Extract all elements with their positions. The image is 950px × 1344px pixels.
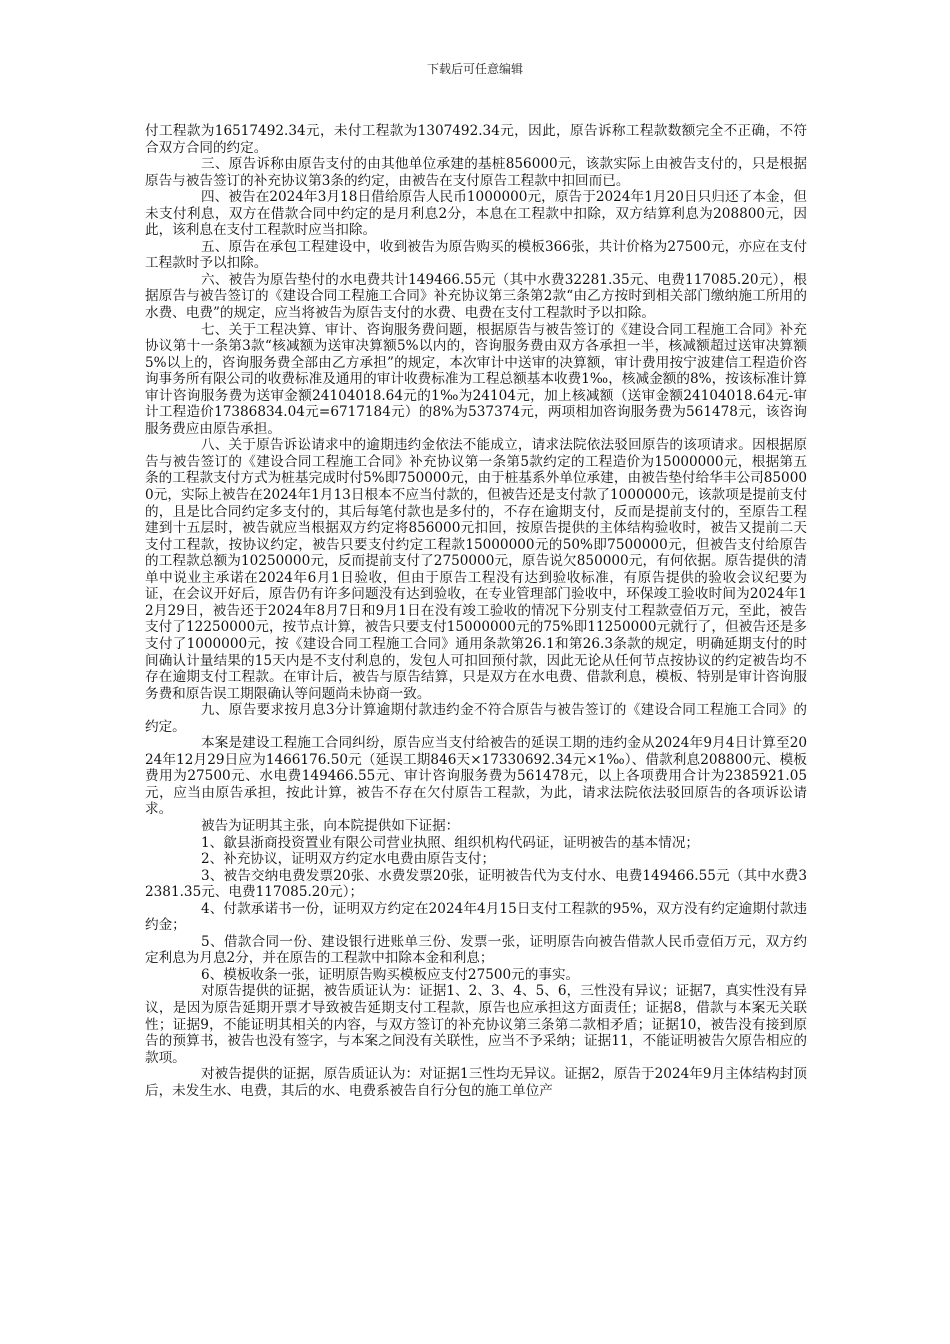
paragraph: 6、模板收条一张，证明原告购买模板应支付27500元的事实。	[201, 966, 580, 983]
document-body	[145, 123, 807, 1099]
paragraph: 四、被告在2024年3月18日借给原告人民币1000000元，原告于2024年1月20日只归还了本金，但未支付利息，双方在借款合同中约定的是月利息2分，本息在工程款中扣除，双方结算利息为208800元，因此，该利息在支付工程款时应当扣除。	[145, 189, 807, 239]
paragraph: 付工程款为16517492.34元，未付工程款为1307492.34元，因此，原告诉称工程款数额完全不正确，不符合双方合同的约定。	[145, 123, 807, 156]
paragraph: 八、关于原告诉讼请求中的逾期违约金依法不能成立，请求法院依法驳回原告的该项请求。因根据原告与被告签订的《建设合同工程施工合同》补充协议第一条第5款约定的工程造价为15000000元，根据第五条的工程款支付方式为桩基完成时付5%即750000元，由于桩基系外单位承建，由被告垫付给华丰公司850000元，实际上被告在2024年1月13日根本不应当付款的，但被告还是支付款了1000000元，该款项是提前支付的，且是比合同约定多支付的，其后每笔付款也是多付的，不存在逾期支付，反而是提前支付的，至原告工程建到十五层时，被告就应当根据双方约定将856000元扣回，按原告提供的主体结构验收时，被告又提前二天支付工程款，按协议约定，被告只要支付约定工程款15000000元的50%即7500000元，但被告支付给原告的工程款总额为10250000元，反而提前支付了2750000元，原告说欠850000元，有何依据。原告提供的清单中说业主承诺在2024年6月1日验收，但由于原告工程没有达到验收标准，有原告提供的验收会议纪要为证，在会议开好后，原告仍有许多问题没有达到验收，在专业管理部门验收中，环保竣工验收时间为2024年12月29日，被告还于2024年8月7日和9月1日在没有竣工验收的情况下分别支付工程款壹佰万元，至此，被告支付了12250000元，按节点计算，被告只要支付15000000元的75%即11250000元就行了，但被告还是多支付了1000000元，按《建设合同工程施工合同》通用条款第26.1和第26.3条款的规定，明确延期支付的时间确认计量结果的15天内是不支付利息的，发包人可扣回预付款，因此无论从任何节点按协议的约定被告均不存在逾期支付工程款。在审计后，被告与原告结算，只是双方在水电费、借款利息，模板、特别是审计咨询服务费和原告误工期限确认等问题尚未协商一致。	[145, 437, 807, 702]
paragraph: 4、付款承诺书一份，证明双方约定在2024年4月15日支付工程款的95%，双方没有约定逾期付款违约金；	[145, 900, 807, 934]
paragraph: 5、借款合同一份、建设银行进账单三份、发票一张，证明原告向被告借款人民币壹佰万元，双方约定利息为月息2分，并在原告的工程款中扣除本金和利息；	[145, 933, 807, 967]
paragraph: 对原告提供的证据，被告质证认为：证据1、2、3、4、5、6，三性没有异议；证据7，真实性没有异议，是因为原告延期开票才导致被告延期支付工程款，原告也应承担这方面责任；证据8，借款与本案无关联性；证据9，不能证明其相关的内容，与双方签订的补充协议第三条第二款相矛盾；证据10，被告没有接到原告的预算书，被告也没有签字，与本案之间没有关联性，应当不予采纳；证据11，不能证明被告欠原告相应的款项。	[145, 983, 807, 1066]
paragraph: 本案是建设工程施工合同纠纷，原告应当支付给被告的延误工期的违约金从2024年9月4日计算至2024年12月29日应为1466176.50元（延误工期846天×17330692.34元×1‰）、借款利息208800元、模板费用为27500元、水电费149466.55元、审计咨询服务费为561478元，以上各项费用合计为2385921.05元，应当由原告承担，按此计算，被告不存在欠付原告工程款，为此，请求法院依法驳回原告的各项诉讼请求。	[145, 735, 807, 818]
paragraph: 六、被告为原告垫付的水电费共计149466.55元（其中水费32281.35元、电费117085.20元），根据原告与被告签订的《建设合同工程施工合同》补充协议第三条第2款“由乙方按时到相关部门缴纳施工所用的水费、电费”的规定，应当将被告为原告支付的水费、电费在支付工程款时予以扣除。	[145, 271, 807, 322]
paragraph: 1、歙县浙商投资置业有限公司营业执照、组织机构代码证，证明被告的基本情况；	[201, 834, 700, 851]
page-header: 下载后可任意编辑	[426, 62, 523, 76]
paragraph: 三、原告诉称由原告支付的由其他单位承建的基桩856000元，该款实际上由被告支付的，只是根据原告与被告签订的补充协议第3条的约定，由被告在支付原告工程款中扣回而已。	[145, 156, 807, 189]
paragraph: 七、关于工程决算、审计、咨询服务费问题，根据原告与被告签订的《建设合同工程施工合同》补充协议第十一条第3款“核减额为送审决算额5%以内的，咨询服务费由双方各承担一半，核减额超过送审决算额5%以上的，咨询服务费全部由乙方承担”的规定，本次审计中送审的决算额，审计费用按宁波建信工程造价咨询事务所有限公司的收费标准及通用的审计收费标准为工程总额基本收费1‰，核减金额的8%，按该标准计算审计咨询服务费为送审金额24104018.64元的1‰为24104元，加上核减额（送审金额24104018.64元-审计工程造价17386834.04元=6717184元）的8%为537374元，两项相加咨询服务费为561478元，该咨询服务费应由原告承担。	[145, 321, 807, 437]
paragraph: 九、原告要求按月息3分计算逾期付款违约金不符合原告与被告签订的《建设合同工程施工合同》的约定。	[145, 702, 807, 735]
paragraph: 3、被告交纳电费发票20张、水费发票20张，证明被告代为支付水、电费149466.55元（其中水费32381.35元、电费117085.20元）；	[145, 867, 807, 901]
paragraph: 2、补充协议，证明双方约定水电费由原告支付；	[201, 851, 496, 868]
paragraph: 被告为证明其主张，向本院提供如下证据：	[201, 817, 460, 834]
paragraph: 对被告提供的证据，原告质证认为：对证据1三性均无异议。证据2，原告于2024年9月主体结构封顶后，未发生水、电费，其后的水、电费系被告自行分包的施工单位产	[145, 1066, 807, 1099]
paragraph: 五、原告在承包工程建设中，收到被告为原告购买的模板366张，共计价格为27500元，亦应在支付工程款时予以扣除。	[145, 238, 807, 272]
